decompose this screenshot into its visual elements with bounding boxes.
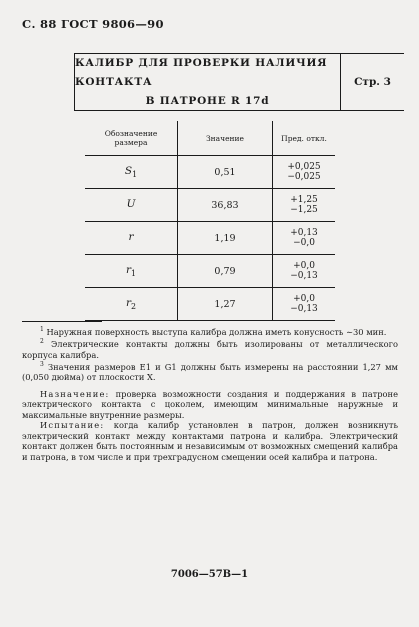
dimension-tolerance: +1,25 −1,25 <box>273 189 336 222</box>
dimension-symbol: $S_1$ <box>85 156 178 189</box>
dimension-tolerance: +0,0 −0,13 <box>273 255 336 288</box>
dimension-value: 36,83 <box>178 189 273 222</box>
test-paragraph: Испытание: когда калибр установлен в патрон, должен возникнуть электрический контакт между контактами патрона и калибра. Электрический контакт должен быть постоянным и независимым от возможных смещений калибра и патрона, в том числе и при трехградусном смещении осей калибра и патрона. <box>22 420 398 462</box>
header-value: Значение <box>178 121 273 156</box>
table-row <box>85 156 335 189</box>
dimension-value: 0,79 <box>178 255 273 288</box>
purpose-label: Назначение: <box>40 388 110 399</box>
footer-code: 7006—57В—1 <box>170 569 249 580</box>
table-row <box>85 255 335 288</box>
header-tolerance: Пред. откл. <box>273 121 336 156</box>
header-designation: Обозначение размера <box>85 121 178 156</box>
table-header-row <box>85 121 335 156</box>
table-row <box>85 189 335 222</box>
purpose-paragraph: Назначение: проверка возможности создания и поддержания в патроне электрического контакта с цоколем, имеющим минимальные наружные и максимальные внутренние размеры. <box>22 388 398 420</box>
dimension-symbol: $r_1$ <box>85 255 178 288</box>
footnote-divider <box>22 321 102 322</box>
page-reference: Стр. 3 <box>354 76 391 88</box>
title-line-2: В ПАТРОНЕ R 17d <box>145 94 270 107</box>
title-block <box>74 53 404 111</box>
title-line-1: КАЛИБР ДЛЯ ПРОВЕРКИ НАЛИЧИЯ КОНТАКТА <box>75 56 328 88</box>
dimensions-table <box>85 121 335 321</box>
footnote-3: $^3$ Значения размеров E1 и G1 должны быть измерены на расстоянии 1,27 мм (0,050 дюйма) от плоскости X. <box>22 361 398 383</box>
dimension-tolerance: +0,13 −0,0 <box>273 222 336 255</box>
dimension-symbol: $r_2$ <box>85 288 178 321</box>
table-row <box>85 288 335 321</box>
page-header: С. 88 ГОСТ 9806—90 <box>22 17 164 31</box>
notes-section <box>22 325 398 462</box>
test-label: Испытание: <box>40 420 105 431</box>
dimension-tolerance: +0,025 −0,025 <box>273 156 336 189</box>
dimension-tolerance: +0,0 −0,13 <box>273 288 336 321</box>
table-row <box>85 222 335 255</box>
dimension-symbol: U <box>85 189 178 222</box>
dimension-value: 0,51 <box>178 156 273 189</box>
footnote-1: $^1$ Наружная поверхность выступа калибра должна иметь конусность ∼30 мин. <box>40 326 387 337</box>
dimension-symbol: r <box>85 222 178 255</box>
document-title <box>75 54 341 110</box>
dimension-value: 1,19 <box>178 222 273 255</box>
dimension-value: 1,27 <box>178 288 273 321</box>
footnote-2: $^2$ Электрические контакты должны быть изолированы от металлического корпуса калибра. <box>22 338 398 360</box>
